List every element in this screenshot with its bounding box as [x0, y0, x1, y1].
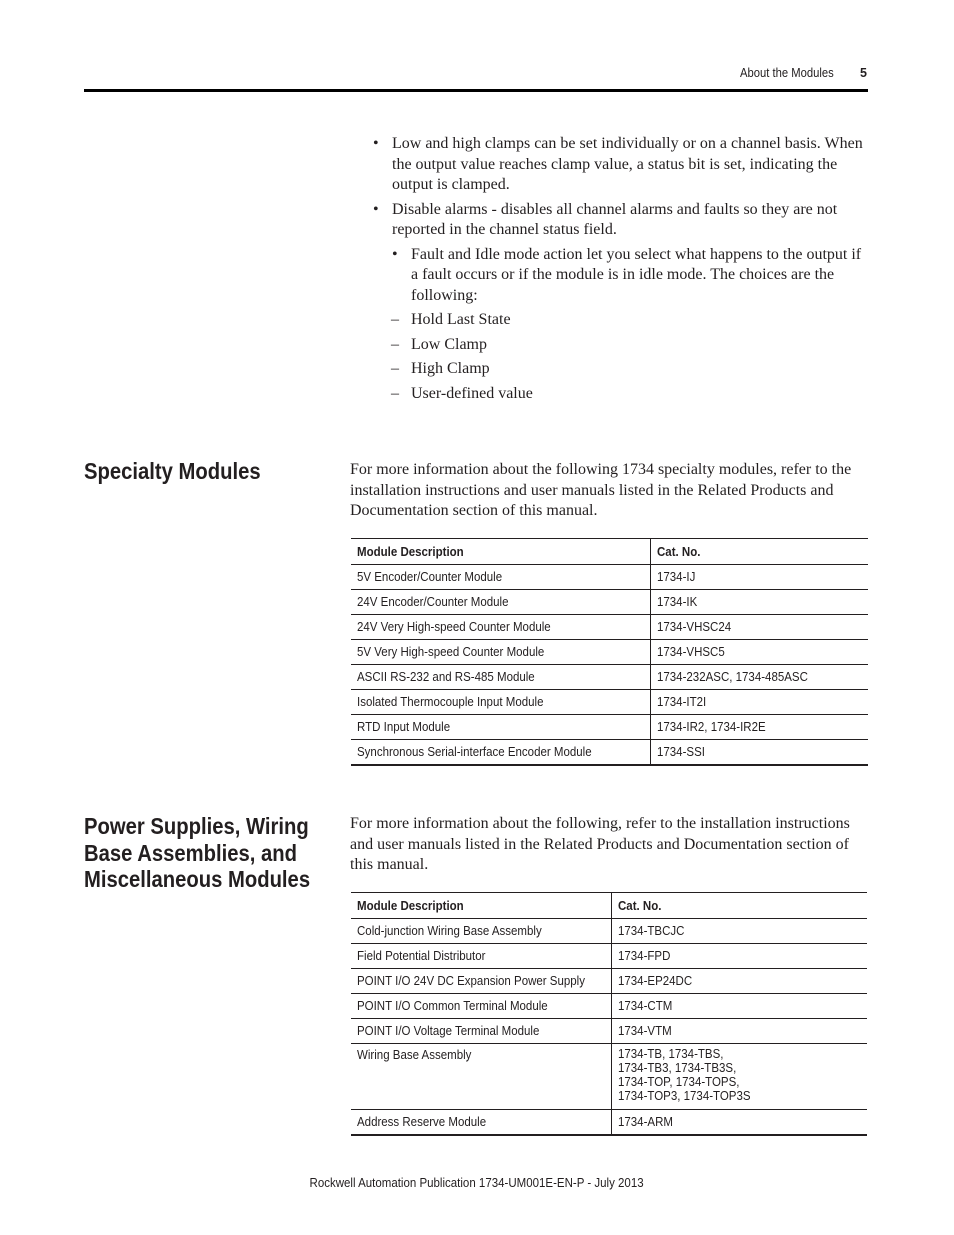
list-item	[373, 335, 868, 356]
output-features-list	[373, 134, 868, 408]
power-supplies-heading	[84, 813, 310, 893]
table-row	[351, 690, 868, 715]
cell-cat-no: 1734-IT2I	[650, 690, 868, 715]
cell-description: 24V Very High-speed Counter Module	[351, 615, 650, 640]
list-item	[373, 200, 868, 241]
specialty-intro: For more information about the following 1734 specialty modules, refer to the installation instructions and user manuals listed in the Related Products and Documentation section of this manual.	[350, 461, 852, 519]
table-header-row	[351, 893, 867, 919]
cell-cat-no: 1734-VHSC5	[650, 640, 868, 665]
cell-cat-no: 1734-VHSC24	[650, 615, 868, 640]
power-modules-table	[351, 892, 867, 1136]
cell-cat-no: 1734-IJ	[650, 565, 868, 590]
cell-cat-no: 1734-IK	[650, 590, 868, 615]
list-item	[373, 384, 868, 405]
cell-description: Address Reserve Module	[351, 1110, 611, 1136]
table-row	[351, 665, 868, 690]
specialty-modules-table	[351, 538, 868, 766]
cell-description: POINT I/O Common Terminal Module	[351, 994, 611, 1019]
table-header-row	[351, 539, 868, 565]
table-row	[351, 740, 868, 766]
list-item-text: Fault and Idle mode action let you select what happens to the output if a fault occurs or if the module is in idle mode. The choices are the following:	[411, 245, 862, 304]
cat-no-line: 1734-TB, 1734-TBS,	[617, 1047, 724, 1061]
table-row	[351, 715, 868, 740]
cell-description: 5V Very High-speed Counter Module	[351, 640, 650, 665]
list-item-text: Disable alarms - disables all channel alarms and faults so they are not reported in the channel status field.	[392, 200, 838, 238]
heading-line: Miscellaneous Modules	[84, 866, 311, 892]
cell-description: Isolated Thermocouple Input Module	[351, 690, 650, 715]
dash-icon: –	[391, 311, 399, 328]
list-item-text: High Clamp	[411, 360, 490, 377]
dash-icon: –	[391, 360, 399, 377]
cell-description: Field Potential Distributor	[351, 944, 611, 969]
cell-cat-no: 1734-TBCJC	[611, 919, 867, 944]
publication-footer	[0, 1176, 954, 1190]
list-item-text: Low Clamp	[411, 335, 487, 353]
power-intro: For more information about the following, refer to the installation instructions and user manuals listed in the Related Products and Documentation section of this manual.	[350, 815, 850, 873]
specialty-modules-heading: Specialty Modules	[84, 458, 261, 484]
cell-cat-no: 1734-FPD	[611, 944, 867, 969]
cell-description: Cold-junction Wiring Base Assembly	[351, 919, 611, 944]
column-header-cat-no: Cat. No.	[611, 893, 867, 919]
cell-cat-no: 1734-232ASC, 1734-485ASC	[650, 665, 868, 690]
table-row	[351, 994, 867, 1019]
cell-description: Wiring Base Assembly	[351, 1044, 611, 1110]
header-rule	[84, 89, 868, 92]
cell-cat-no: 1734-ARM	[611, 1110, 867, 1136]
table-row	[351, 944, 867, 969]
list-item	[373, 134, 868, 196]
list-item-text: User-defined value	[411, 384, 533, 402]
table-row	[351, 969, 867, 994]
column-header-description: Module Description	[351, 539, 650, 565]
list-item-text: Low and high clamps can be set individually or on a channel basis. When the output value reaches clamp value, a status bit is set, indicating the output is clamped.	[392, 135, 863, 193]
cell-description: 24V Encoder/Counter Module	[351, 590, 650, 615]
cell-cat-no: 1734-EP24DC	[611, 969, 867, 994]
column-header-cat-no: Cat. No.	[650, 539, 868, 565]
cat-no-line: 1734-TOP, 1734-TOPS,	[617, 1075, 740, 1089]
heading-line: Base Assemblies, and	[84, 839, 298, 866]
bullet-icon: •	[392, 245, 398, 263]
cell-cat-no: 1734-CTM	[611, 994, 867, 1019]
table-row	[351, 919, 867, 944]
page-number: 5	[860, 66, 867, 80]
cell-description: Synchronous Serial-interface Encoder Module	[351, 740, 650, 766]
bullet-icon: •	[373, 135, 379, 152]
table-row	[351, 590, 868, 615]
bullet-icon: •	[373, 200, 379, 218]
cell-description: POINT I/O Voltage Terminal Module	[351, 1019, 611, 1044]
running-header-title: About the Modules	[740, 66, 834, 80]
table-row	[351, 565, 868, 590]
cell-cat-no: 1734-SSI	[650, 740, 868, 766]
list-item	[392, 245, 868, 307]
table-row	[351, 615, 868, 640]
list-item-text: Hold Last State	[411, 311, 511, 328]
cell-description: 5V Encoder/Counter Module	[351, 565, 650, 590]
table-row	[351, 1044, 867, 1110]
cell-cat-no: 1734-IR2, 1734-IR2E	[650, 715, 868, 740]
cell-description: ASCII RS-232 and RS-485 Module	[351, 665, 650, 690]
cell-cat-no: 1734-VTM	[611, 1019, 867, 1044]
list-item	[373, 310, 868, 331]
heading-line: Power Supplies, Wiring	[84, 813, 309, 839]
list-item	[373, 359, 868, 380]
cat-no-line: 1734-TOP3, 1734-TOP3S	[617, 1089, 751, 1103]
dash-icon: –	[391, 335, 399, 353]
cell-description: POINT I/O 24V DC Expansion Power Supply	[351, 969, 611, 994]
table-row	[351, 1110, 867, 1136]
footer-text: Rockwell Automation Publication 1734-UM001E-EN-P - July 2013	[309, 1176, 645, 1190]
cell-description: RTD Input Module	[351, 715, 650, 740]
table-row	[351, 640, 868, 665]
cell-cat-no	[611, 1044, 867, 1110]
cat-no-line: 1734-TB3, 1734-TB3S,	[617, 1061, 737, 1075]
dash-icon: –	[391, 384, 399, 402]
column-header-description: Module Description	[351, 893, 611, 919]
table-row	[351, 1019, 867, 1044]
